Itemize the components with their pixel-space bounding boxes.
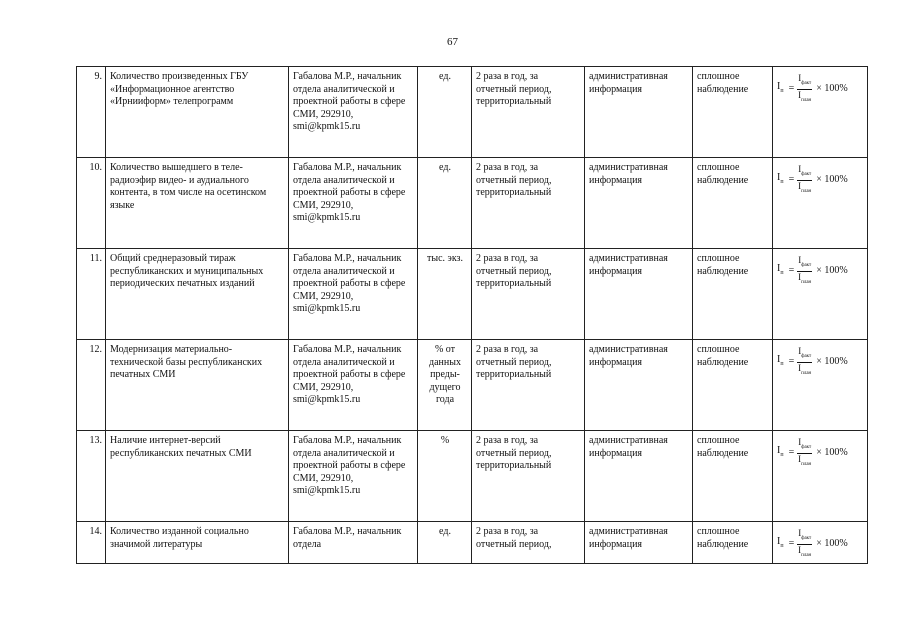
collection-method: сплошное наблюдение <box>693 249 773 340</box>
responsible-person: Габалова М.Р., начальник отдела аналитической и проектной работы в сфере СМИ, 292910, smi@kpmk15.ru <box>289 340 418 431</box>
data-source: административная информация <box>585 522 693 564</box>
indicator-name: Количество произведенных ГБУ «Информационное агентство «Ирнииформ» телепрограмм <box>106 67 289 158</box>
reporting-period: 2 раза в год, за отчетный период, территориальный <box>472 158 585 249</box>
data-source: административная информация <box>585 431 693 522</box>
data-source: административная информация <box>585 67 693 158</box>
row-number: 13. <box>77 431 106 522</box>
formula-fraction: $\frac{I_{факт}}{I_{план}}$ <box>798 346 812 376</box>
page-number: 67 <box>447 36 458 48</box>
unit-of-measure: ед. <box>418 522 472 564</box>
formula-fraction: $\frac{I_{факт}}{I_{план}}$ <box>798 73 812 103</box>
formula-fraction: $\frac{I_{факт}}{I_{план}}$ <box>798 528 812 558</box>
formula-lhs: $I_п$ <box>777 172 784 186</box>
indicator-name: Количество изданной социально значимой литературы <box>106 522 289 564</box>
responsible-person: Габалова М.Р., начальник отдела аналитической и проектной работы в сфере СМИ, 292910, smi@kpmk15.ru <box>289 67 418 158</box>
row-number: 14. <box>77 522 106 564</box>
formula-multiplier: × 100% <box>816 174 848 186</box>
formula-multiplier: × 100% <box>816 83 848 95</box>
collection-method: сплошное наблюдение <box>693 340 773 431</box>
collection-method: сплошное наблюдение <box>693 158 773 249</box>
indicator-name: Модернизация материально-технической базы республиканских печатных СМИ <box>106 340 289 431</box>
formula-lhs: $I_п$ <box>777 354 784 368</box>
calculation-formula: $I_п$ = $\frac{I_{факт}}{I_{план}}$ × 100% <box>773 67 868 158</box>
indicator-name: Общий среднеразовый тираж республиканских и муниципальных периодических печатных изданий <box>106 249 289 340</box>
reporting-period: 2 раза в год, за отчетный период, территориальный <box>472 431 585 522</box>
formula-multiplier: × 100% <box>816 356 848 368</box>
reporting-period: 2 раза в год, за отчетный период, территориальный <box>472 249 585 340</box>
formula-fraction: $\frac{I_{факт}}{I_{план}}$ <box>798 437 812 467</box>
formula-fraction: $\frac{I_{факт}}{I_{план}}$ <box>798 255 812 285</box>
table-row <box>77 340 868 431</box>
calculation-formula: $I_п$ = $\frac{I_{факт}}{I_{план}}$ × 100% <box>773 522 868 564</box>
reporting-period: 2 раза в год, за отчетный период, территориальный <box>472 340 585 431</box>
data-source: административная информация <box>585 249 693 340</box>
formula-lhs: $I_п$ <box>777 445 784 459</box>
table-row <box>77 249 868 340</box>
indicator-table <box>76 66 868 564</box>
formula-lhs: $I_п$ <box>777 263 784 277</box>
formula-multiplier: × 100% <box>816 538 848 550</box>
row-number: 11. <box>77 249 106 340</box>
calculation-formula: $I_п$ = $\frac{I_{факт}}{I_{план}}$ × 100% <box>773 431 868 522</box>
calculation-formula: $I_п$ = $\frac{I_{факт}}{I_{план}}$ × 100% <box>773 158 868 249</box>
responsible-person: Габалова М.Р., начальник отдела аналитической и проектной работы в сфере СМИ, 292910, smi@kpmk15.ru <box>289 249 418 340</box>
unit-of-measure: ед. <box>418 67 472 158</box>
row-number: 9. <box>77 67 106 158</box>
calculation-formula: $I_п$ = $\frac{I_{факт}}{I_{план}}$ × 100% <box>773 249 868 340</box>
data-source: административная информация <box>585 340 693 431</box>
formula-lhs: $I_п$ <box>777 81 784 95</box>
formula-multiplier: × 100% <box>816 447 848 459</box>
data-source: административная информация <box>585 158 693 249</box>
collection-method: сплошное наблюдение <box>693 431 773 522</box>
collection-method: сплошное наблюдение <box>693 522 773 564</box>
formula-multiplier: × 100% <box>816 265 848 277</box>
formula-lhs: $I_п$ <box>777 536 784 550</box>
row-number: 12. <box>77 340 106 431</box>
calculation-formula: $I_п$ = $\frac{I_{факт}}{I_{план}}$ × 100% <box>773 340 868 431</box>
table-row <box>77 522 868 564</box>
table-row <box>77 431 868 522</box>
row-number: 10. <box>77 158 106 249</box>
table-row <box>77 67 868 158</box>
responsible-person: Габалова М.Р., начальник отдела <box>289 522 418 564</box>
responsible-person: Габалова М.Р., начальник отдела аналитической и проектной работы в сфере СМИ, 292910, smi@kpmk15.ru <box>289 158 418 249</box>
unit-of-measure: тыс. экз. <box>418 249 472 340</box>
indicator-name: Наличие интернет-версий республиканских печатных СМИ <box>106 431 289 522</box>
responsible-person: Габалова М.Р., начальник отдела аналитической и проектной работы в сфере СМИ, 292910, smi@kpmk15.ru <box>289 431 418 522</box>
indicator-name: Количество вышедшего в теле-радиоэфир видео- и аудиального контента, в том числе на осетинском языке <box>106 158 289 249</box>
unit-of-measure: ед. <box>418 158 472 249</box>
table-row <box>77 158 868 249</box>
unit-of-measure: % <box>418 431 472 522</box>
collection-method: сплошное наблюдение <box>693 67 773 158</box>
formula-fraction: $\frac{I_{факт}}{I_{план}}$ <box>798 164 812 194</box>
unit-of-measure: % от данных преды-дущего года <box>418 340 472 431</box>
reporting-period: 2 раза в год, за отчетный период, территориальный <box>472 67 585 158</box>
reporting-period: 2 раза в год, за отчетный период, <box>472 522 585 564</box>
